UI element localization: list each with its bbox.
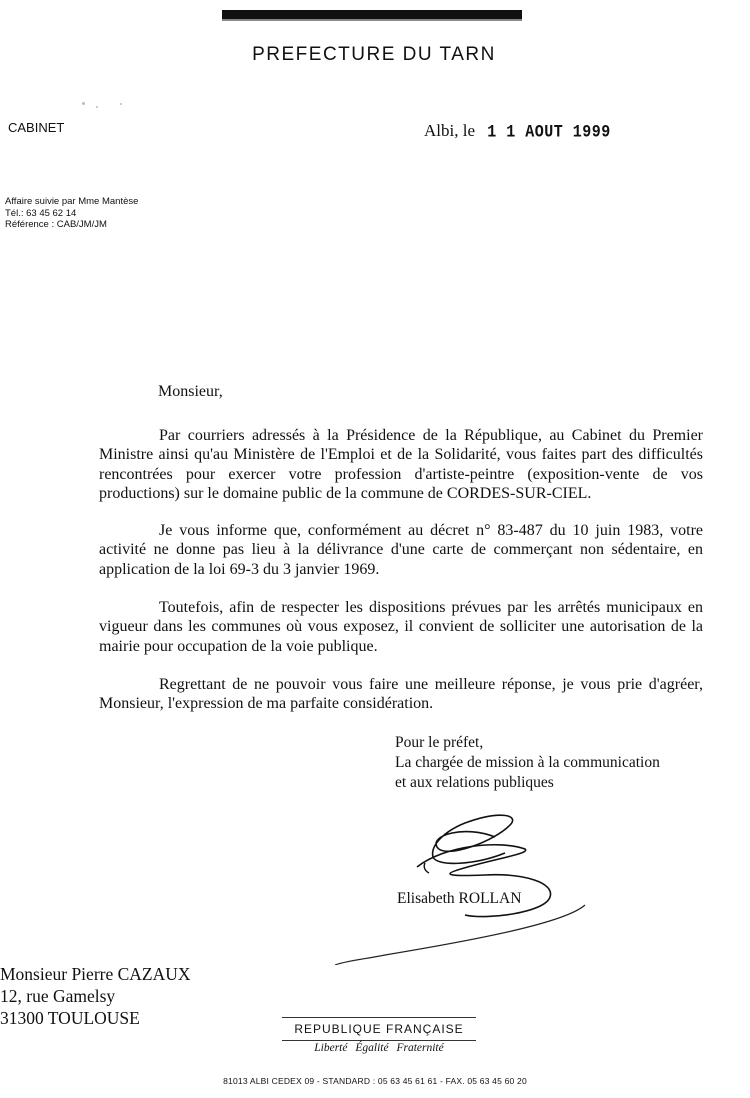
date-place: Albi, le [424, 121, 475, 140]
recipient-street: 12, rue Gamelsy [0, 986, 116, 1006]
body-paragraph: Je vous informe que, conformément au décret n° 83-487 du 10 juin 1983, votre activité ne donne pas lieu à la délivrance d'une carte de commerçant non sédentaire, en application de la loi 69-3 du 3 janvier 1969. [99, 522, 703, 578]
signature-title: La chargée de mission à la communication [395, 754, 660, 771]
phone-line: Tél.: 63 45 62 14 [5, 207, 77, 219]
republic-title: REPUBLIQUE FRANÇAISE [294, 1022, 464, 1036]
scan-speck [120, 103, 122, 105]
reference-line: Référence : CAB/JM/JM [5, 219, 107, 230]
service-label: CABINET [8, 120, 65, 135]
body-paragraph: Par courriers adressés à la Présidence de la République, au Cabinet du Premier Ministre ainsi qu'au Ministère de l'Emploi et de la Solidarité, vous faites part des difficultés rencontrées pour exercer votre profession d'artiste-peintre (exposition-vente de vos productions) sur le domaine public de la commune de CORDES-SUR-CIEL. [99, 427, 703, 503]
signatory-name: Elisabeth ROLLAN [397, 890, 522, 907]
footer-contact: 81013 ALBI CEDEX 09 - STANDARD : 05 63 45 61 61 - FAX. 05 63 45 60 20 [223, 1076, 527, 1086]
dateline [424, 121, 611, 141]
scan-speck [96, 106, 98, 108]
handwritten-signature [325, 805, 665, 965]
organization-title: PREFECTURE DU TARN [252, 44, 496, 65]
header-bar-shadow [222, 19, 522, 21]
signature-block [395, 733, 660, 793]
salutation: Monsieur, [158, 383, 223, 400]
signature-title-cont: et aux relations publiques [395, 774, 554, 791]
body-paragraph: Toutefois, afin de respecter les dispositions prévues par les arrêtés municipaux en vigueur dans les communes où vous exposez, il convient de solliciter une autorisation de la mairie pour occupation de la voie publique. [99, 599, 703, 655]
scan-speck [82, 102, 85, 105]
reference-block [5, 196, 138, 231]
signature-line: Pour le préfet, [395, 734, 484, 751]
header-bar [222, 10, 522, 19]
republic-motto: Liberté Égalité Fraternité [314, 1042, 444, 1054]
recipient-city: 31300 TOULOUSE [0, 1008, 140, 1028]
date-stamp: 1 1 AOUT 1999 [487, 122, 611, 143]
recipient-address [0, 963, 191, 1029]
body-paragraph: Regrettant de ne pouvoir vous faire une meilleure réponse, je vous prie d'agréer, Monsieur, l'expression de ma parfaite considération. [99, 676, 703, 713]
affaire-line: Affaire suivie par Mme Mantèse [5, 196, 139, 207]
recipient-name: Monsieur Pierre CAZAUX [0, 964, 191, 984]
republic-rule [282, 1040, 476, 1041]
republic-rule [282, 1017, 476, 1018]
